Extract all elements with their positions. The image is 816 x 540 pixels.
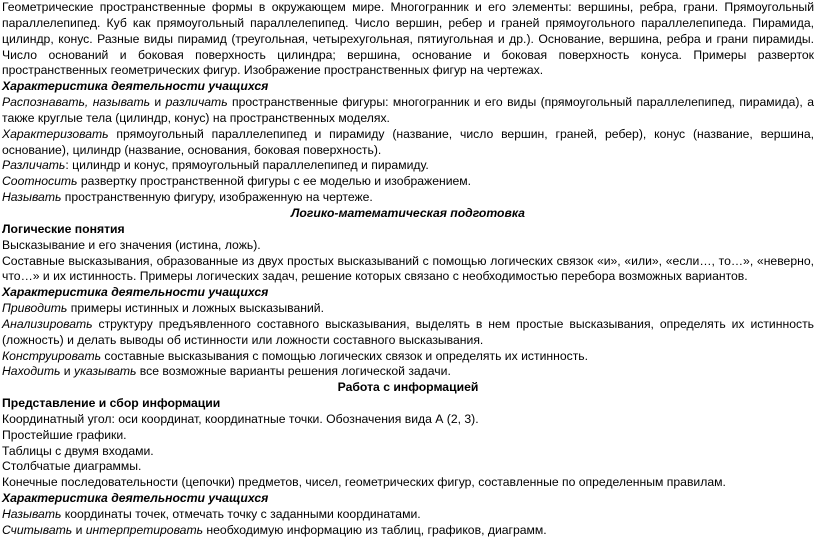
activity-item: Соотносить развертку пространственной фигуры с ее моделью и изображением. (2, 174, 472, 189)
content-line: Высказывание и его значения (истина, ложь). (2, 237, 261, 252)
activity-verb: интерпретировать (85, 522, 204, 537)
content-line: Таблицы с двумя входами. (2, 443, 154, 458)
activity-item: Приводить примеры истинных и ложных высказываний. (2, 301, 324, 316)
section-title-logic: Логико-математическая подготовка (291, 205, 525, 220)
activity-item: Конструировать составные высказывания с помощью логических связок и определять их истинность. (2, 348, 589, 363)
activity-verb: Анализировать (2, 316, 93, 331)
activity-verb: Характеризовать (2, 126, 109, 141)
activity-verb: Находить (2, 364, 61, 379)
activity-item: Характеризовать прямоугольный параллелепипед и пирамиду (название, число вершин, граней, ребер), конус (название, вершина, основание), цилиндр (название, основания, боковая поверхность). (2, 126, 814, 157)
activity-item: Называть координаты точек, отмечать точку с заданными координатами. (2, 507, 421, 521)
activity-verb: Называть (2, 190, 62, 205)
content-line: Простейшие графики. (2, 427, 127, 442)
subsection-title-logic-concepts: Логические понятия (2, 221, 125, 236)
activity-item: Называть пространственную фигуру, изображенную на чертеже. (2, 190, 373, 205)
document-page (2, 0, 814, 539)
content-line: Составные высказывания, образованные из двух простых высказываний с помощью логических связок «и», «или», «если…, то…», «неверно, что…» и их истинность. Примеры логических задач, решение которых связано с необходимостью перебора возможных вариантов. (2, 253, 814, 284)
subsection-title-information: Представление и сбор информации (2, 396, 221, 411)
activity-verb: Конструировать (2, 348, 102, 363)
activity-item: Считывать и интерпретировать необходимую информацию из таблиц, графиков, диаграмм. (2, 522, 547, 537)
activity-item: Анализировать структуру предъявленного составного высказывания, выделять в нем простые высказывания, определять их истинность (ложность) и делать выводы об истинности или ложности составного высказывания. (2, 316, 814, 347)
activity-verb: Распознавать, называть (2, 95, 151, 110)
content-line: Столбчатые диаграммы. (2, 459, 142, 474)
activity-verb: Соотносить (2, 174, 78, 189)
activity-heading-2: Характеристика деятельности учащихся (2, 285, 269, 300)
activity-heading-1: Характеристика деятельности учащихся (2, 79, 269, 94)
activity-verb: Называть (2, 507, 62, 521)
activity-verb: Приводить (2, 301, 68, 316)
activity-item: Различать: цилиндр и конус, прямоугольный параллелепипед и пирамиду. (2, 158, 429, 173)
activity-verb: различать (165, 95, 228, 110)
content-line: Конечные последовательности (цепочки) предметов, чисел, геометрических фигур, составленные по определенным правилам. (2, 475, 726, 490)
activity-item: Распознавать, называть и различать пространственные фигуры: многогранник и его виды (прямоугольный параллелепипед, пирамида), а также круглые тела (цилиндр, конус) на пространственных моделях. (2, 95, 814, 125)
activity-verb: Считывать (2, 522, 73, 537)
activity-verb: указывать (73, 364, 137, 379)
activity-verb: Различать (2, 158, 66, 173)
content-line: Координатный угол: оси координат, координатные точки. Обозначения вида А (2, 3). (2, 411, 479, 426)
geometry-intro-paragraph: Геометрические пространственные формы в окружающем мире. Многогранник и его элементы: вершины, ребра, грани. Прямоугольный параллелепипед. Куб как прямоугольный параллелепипед. Число вершин, ребер и граней прямоугольного параллелепипеда. Пирамида, цилиндр, конус. Разные виды пирамид (треугольная, четырехугольная, пятиугольная и др.). Основание, вершина, ребра и грани пирамиды. Число оснований и боковая поверхность цилиндра; вершина, основание и боковая поверхность конуса. Примеры разверток пространственных геометрических фигур. Изображение пространственных фигур на чертежах. (2, 0, 814, 78)
section-title-information: Работа с информацией (337, 380, 479, 395)
activity-heading-3: Характеристика деятельности учащихся (2, 491, 269, 506)
activity-item: Находить и указывать все возможные варианты решения логической задачи. (2, 364, 451, 379)
